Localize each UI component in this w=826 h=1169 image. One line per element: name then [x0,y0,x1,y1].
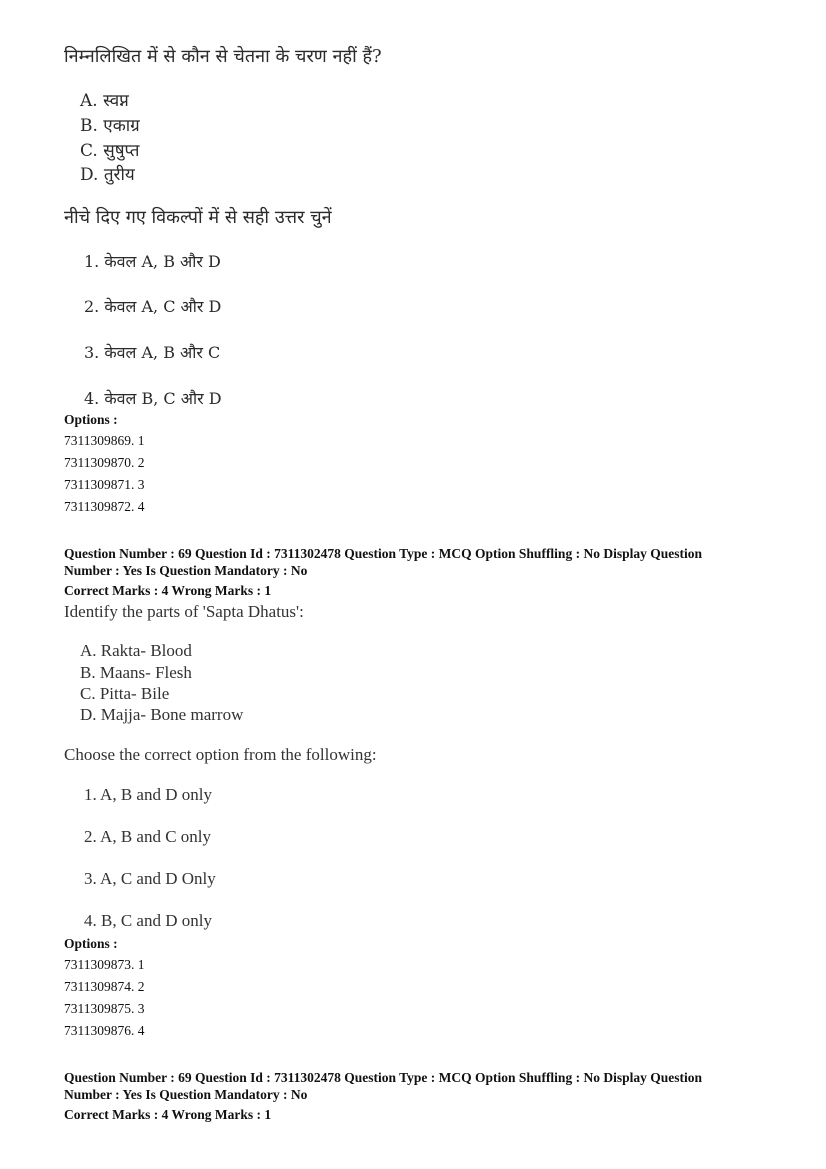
hindi-choice-2: 2. केवल A, C और D [84,297,222,316]
hindi-question-text: निम्नलिखित में से कौन से चेतना के चरण नहीं हैं? [64,46,382,67]
question-marks: Correct Marks : 4 Wrong Marks : 1 [64,1107,272,1122]
options-label: Options : [64,936,118,951]
option-row: 7311309870. 2 [64,455,145,470]
option-row: 7311309871. 3 [64,477,145,492]
question-marks: Correct Marks : 4 Wrong Marks : 1 [64,583,272,598]
option-row: 7311309869. 1 [64,433,145,448]
option-row: 7311309874. 2 [64,979,145,994]
english-statement-c: C. Pitta- Bile [80,684,170,703]
question-meta-line: Number : Yes Is Question Mandatory : No [64,1087,308,1102]
english-question-text: Identify the parts of 'Sapta Dhatus': [64,602,304,621]
english-choice-2: 2. A, B and C only [84,827,212,846]
question-meta-line: Question Number : 69 Question Id : 7311302478 Question Type : MCQ Option Shuffling : No Display Question [64,1070,702,1085]
hindi-choice-1: 1. केवल A, B और D [84,252,221,271]
question-meta-line: Number : Yes Is Question Mandatory : No [64,563,308,578]
question-meta-line: Question Number : 69 Question Id : 7311302478 Question Type : MCQ Option Shuffling : No Display Question [64,546,702,561]
option-row: 7311309876. 4 [64,1023,145,1038]
hindi-instruction: नीचे दिए गए विकल्पों में से सही उत्तर चुनें [64,207,332,228]
english-choice-1: 1. A, B and D only [84,785,212,804]
english-instruction: Choose the correct option from the following: [64,745,377,764]
english-statement-d: D. Majja- Bone marrow [80,705,244,724]
option-row: 7311309875. 3 [64,1001,145,1016]
english-statement-a: A. Rakta- Blood [80,641,192,660]
hindi-statement-a: A. स्वप्न [80,91,129,111]
option-row: 7311309872. 4 [64,499,145,514]
hindi-choice-3: 3. केवल A, B और C [84,343,221,362]
hindi-choice-4: 4. केवल B, C और D [84,389,222,408]
hindi-statement-c: C. सुषुप्त [80,141,140,161]
hindi-statement-d: D. तुरीय [80,165,135,185]
option-row: 7311309873. 1 [64,957,145,972]
options-label: Options : [64,412,118,427]
english-statement-b: B. Maans- Flesh [80,663,192,682]
english-choice-3: 3. A, C and D Only [84,869,216,888]
english-choice-4: 4. B, C and D only [84,911,212,930]
hindi-statement-b: B. एकाग्र [80,116,140,136]
